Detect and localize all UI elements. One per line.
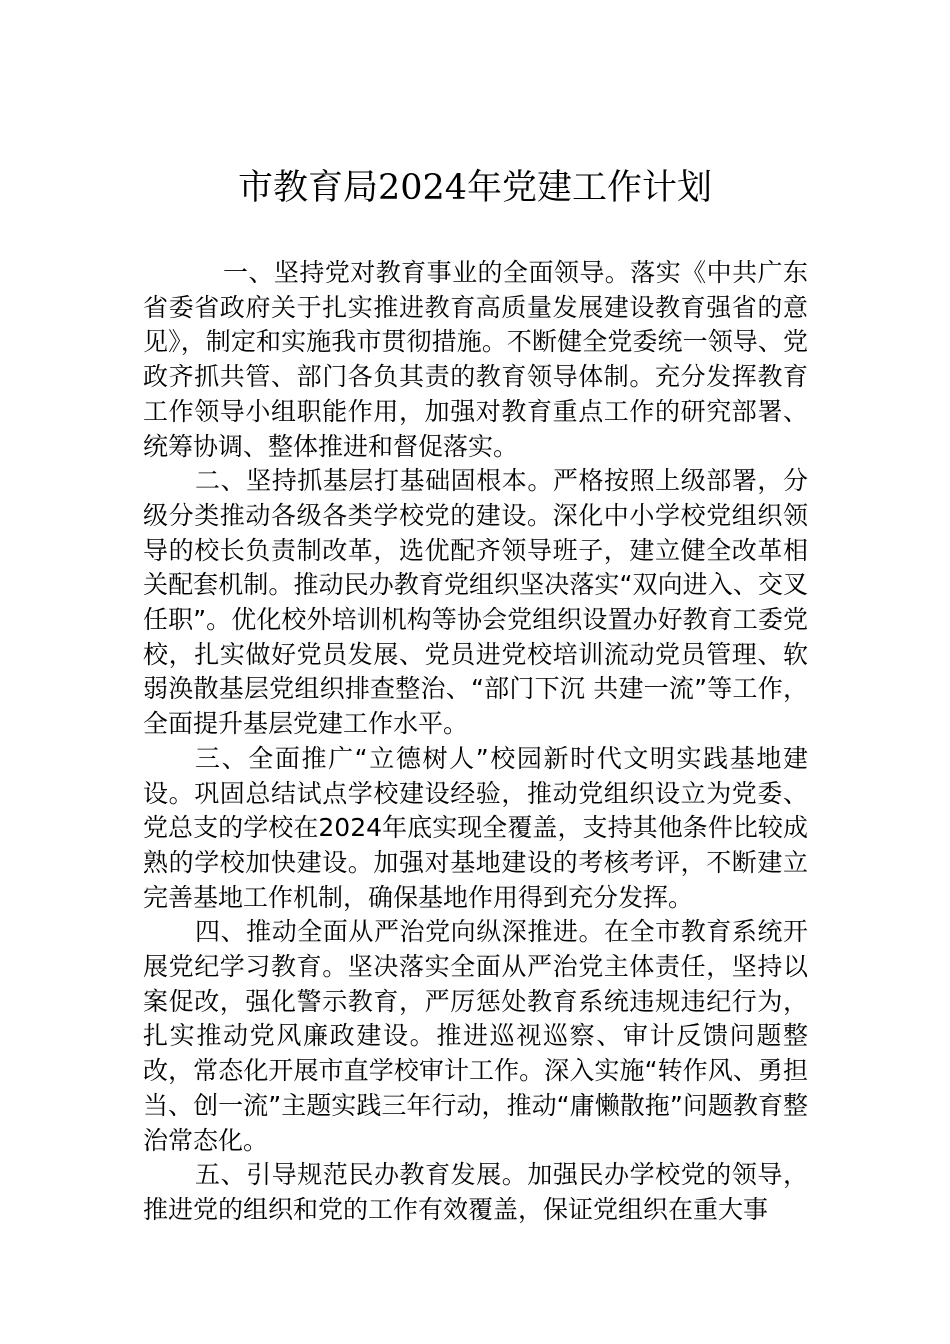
document-body (143, 256, 808, 1228)
paragraph-3: 三、全面推广“立德树人”校园新时代文明实践基地建设。巩固总结试点学校建设经验，推动党组织设立为党委、党总支的学校在2024年底实现全覆盖，支持其他条件比较成熟的学校加快建设。加强对基地建设的考核考评，不断建立完善基地工作机制，确保基地作用得到充分发挥。 (143, 743, 808, 912)
paragraph-5: 五、引导规范民办教育发展。加强民办学校党的领导，推进党的组织和党的工作有效覆盖，保证党组织在重大事 (143, 1160, 808, 1224)
paragraph-2: 二、坚持抓基层打基础固根本。严格按照上级部署，分级分类推动各级各类学校党的建设。深化中小学校党组织领导的校长负责制改革，选优配齐领导班子，建立健全改革相关配套机制。推动民办教育党组织坚决落实“双向进入、交叉任职”。优化校外培训机构等协会党组织设置办好教育工委党校，扎实做好党员发展、党员进党校培训流动党员管理、软弱涣散基层党组织排查整治、“部门下沉 共建一流”等工作，全面提升基层党建工作水平。 (143, 466, 808, 739)
paragraph-4: 四、推动全面从严治党向纵深推进。在全市教育系统开展党纪学习教育。坚决落实全面从严治党主体责任，坚持以案促改，强化警示教育，严厉惩处教育系统违规违纪行为，扎实推动党风廉政建设。推进巡视巡察、审计反馈问题整改，常态化开展市直学校审计工作。深入实施“转作风、勇担当、创一流”主题实践三年行动，推动“庸懒散拖”问题教育整治常态化。 (143, 917, 808, 1155)
document-title: 市教育局2024年党建工作计划 (237, 168, 713, 208)
paragraph-1: 一、坚持党对教育事业的全面领导。落实《中共广东省委省政府关于扎实推进教育高质量发展建设教育强省的意见》，制定和实施我市贯彻措施。不断健全党委统一领导、党政齐抓共管、部门各负其责的教育领导体制。充分发挥教育工作领导小组职能作用，加强对教育重点工作的研究部署、统筹协调、整体推进和督促落实。 (143, 258, 808, 461)
